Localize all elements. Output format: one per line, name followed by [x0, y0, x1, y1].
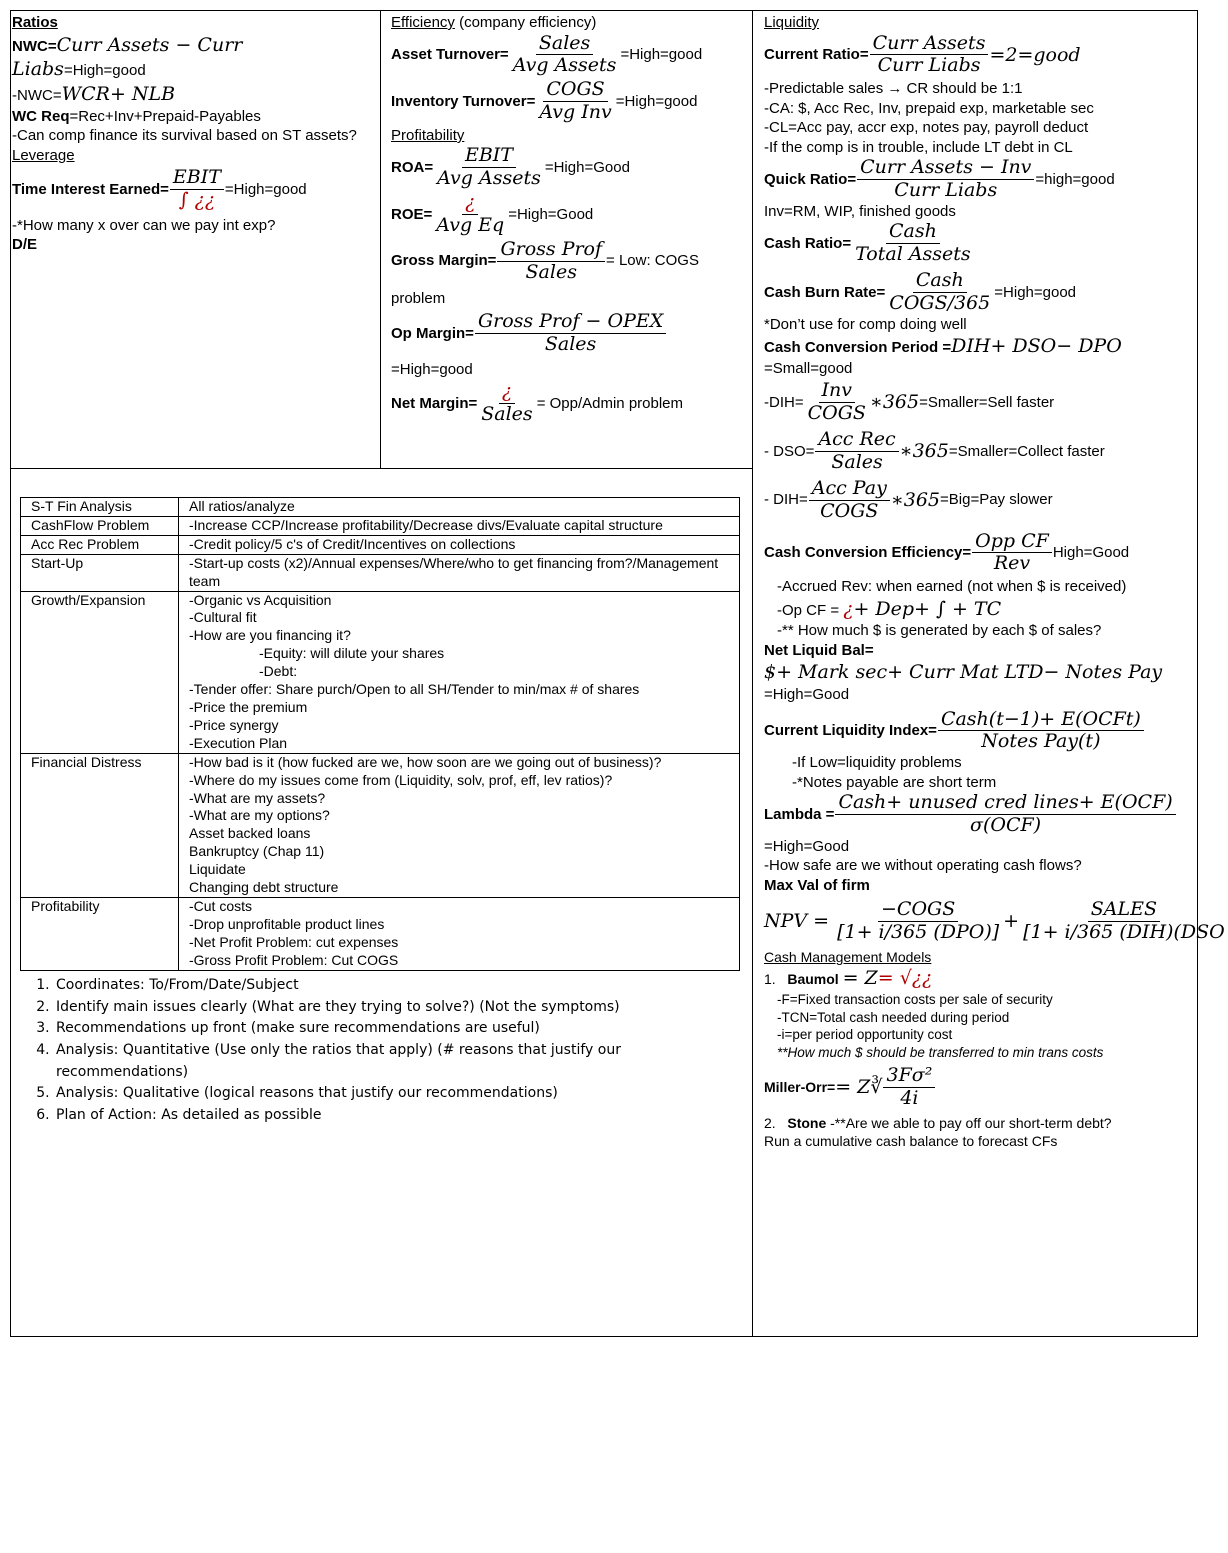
op-cf-label: -Op CF = — [777, 601, 844, 619]
miller-orr-z: = Z — [835, 1076, 871, 1099]
dih-times-365: ∗365 — [869, 391, 920, 414]
roe-denominator: Avg Eq — [436, 213, 505, 236]
roa-numerator: EBIT — [462, 145, 516, 168]
npv-fraction-1 — [834, 899, 1002, 944]
cash-burn-label: Cash Burn Rate= — [764, 283, 886, 301]
cmm-title: Cash Management Models — [764, 949, 932, 966]
net-margin-fraction — [478, 381, 535, 426]
roa-fraction — [434, 145, 544, 190]
list-item: 2. Identify main issues clearly (What are they trying to solve?) (Not the symptoms) — [54, 997, 754, 1019]
table-row — [21, 516, 740, 535]
dso-numerator: Acc Rec — [815, 429, 898, 452]
nwc-formula: Curr Assets − Curr Liabs — [12, 33, 243, 81]
roe-label: ROE= — [391, 205, 433, 223]
list-item: 4. Analysis: Quantitative (Use only the ratios that apply) (# reasons that justify our recommendations) — [54, 1040, 754, 1083]
dih-label: -DIH= — [764, 394, 804, 412]
net-margin-denominator: Sales — [481, 402, 533, 425]
stone-number: 2. — [764, 1114, 776, 1131]
table-cell-line: -What are my options? — [189, 807, 330, 824]
table-cell-line: Asset backed loans — [189, 825, 311, 842]
cash-burn-fraction — [886, 270, 993, 315]
miller-orr-numerator: 3Fσ² — [883, 1065, 935, 1088]
nwc-rest: =High=good — [63, 62, 146, 80]
lambda-note: -How safe are we without operating cash flows? — [764, 857, 1082, 875]
cash-ratio-denominator: Total Assets — [855, 243, 971, 266]
table-cell-actions — [179, 753, 740, 897]
quick-ratio-fraction — [857, 157, 1034, 202]
roa-label: ROA= — [391, 158, 434, 176]
asset-turnover-numerator: Sales — [536, 33, 593, 56]
quick-ratio-rest: =high=good — [1035, 170, 1115, 188]
table-row — [21, 554, 740, 591]
dpo-line — [764, 478, 1198, 523]
table-cell-actions — [179, 591, 740, 753]
column-divider-1 — [380, 10, 381, 468]
cli-line — [764, 709, 1198, 754]
lambda-label: Lambda = — [764, 805, 835, 823]
cce-note-3: -** How much $ is generated by each $ of sales? — [777, 622, 1102, 640]
table-cell-line: -What are my assets? — [189, 789, 326, 806]
cce-note-1: -Accrued Rev: when earned (not when $ is received) — [777, 578, 1127, 596]
list-item: 6. Plan of Action: As detailed as possible — [54, 1105, 754, 1127]
tie-note: -*How many x over can we pay int exp? — [12, 216, 276, 234]
table-cell-line: -Cut costs — [189, 897, 253, 914]
table-cell-actions — [179, 516, 740, 535]
current-ratio-fraction — [870, 33, 989, 78]
inventory-turnover-numerator: COGS — [543, 79, 607, 102]
table-row — [21, 535, 740, 554]
st-analysis-table — [20, 497, 740, 971]
ccp-label: Cash Conversion Period = — [764, 339, 952, 357]
ratios-title: Ratios — [12, 14, 58, 31]
cli-note-1: -If Low=liquidity problems — [792, 754, 962, 772]
op-cf-marker: ¿ — [843, 597, 854, 620]
cash-burn-rest: =High=good — [994, 283, 1077, 301]
baumol-formula: = Z — [842, 967, 878, 990]
op-margin-fraction — [475, 311, 666, 356]
dso-fraction — [815, 429, 898, 474]
roe-line — [391, 192, 751, 237]
table-cell-line: -Tender offer: Share purch/Open to all SH/Tender to min/max # of shares — [189, 681, 640, 698]
lambda-fraction — [835, 792, 1175, 837]
roe-fraction — [433, 192, 507, 237]
cr-note-2: -CA: $, Acc Rec, Inv, prepaid exp, marketable sec — [764, 99, 1094, 117]
stone-rest: -**Are we able to pay off our short-term debt? — [826, 1114, 1112, 1131]
inventory-turnover-rest: =High=good — [615, 92, 698, 110]
cash-ratio-fraction — [852, 221, 974, 266]
lambda-line — [764, 792, 1198, 837]
lambda-numerator: Cash+ unused cred lines+ E(OCF) — [835, 792, 1175, 815]
dih-rest: =Smaller=Sell faster — [919, 394, 1055, 412]
quick-ratio-numerator: Curr Assets − Inv — [857, 157, 1034, 180]
roa-line — [391, 145, 751, 190]
gross-margin-label: Gross Margin= — [391, 252, 497, 270]
npv-numerator-2: SALES — [1088, 899, 1160, 922]
cce-line — [764, 531, 1198, 576]
table-row — [21, 897, 740, 970]
dso-rest: =Smaller=Collect faster — [948, 442, 1105, 460]
net-margin-line — [391, 381, 751, 426]
op-margin-line — [391, 311, 751, 356]
cash-ratio-line — [764, 221, 1198, 266]
cash-burn-numerator: Cash — [913, 270, 967, 293]
miller-orr-line — [764, 1065, 1198, 1110]
table-row — [21, 591, 740, 753]
table-row — [21, 753, 740, 897]
current-ratio-label: Current Ratio= — [764, 46, 869, 64]
gross-margin-rest-2: problem — [391, 290, 446, 308]
miller-orr-fraction — [883, 1065, 935, 1110]
table-cell-topic: Acc Rec Problem — [21, 535, 179, 554]
cce-note-2 — [764, 597, 1198, 622]
table-cell-line: -Net Profit Problem: cut expenses — [189, 933, 399, 950]
table-cell-topic: S-T Fin Analysis — [21, 498, 179, 517]
cash-burn-line — [764, 270, 1198, 315]
npv-denominator-1: [1+ i/365 (DPO)] — [837, 921, 1000, 944]
gross-margin-numerator: Gross Prof — [497, 239, 605, 262]
column-divider-2 — [752, 10, 753, 1337]
lambda-rest: =High=Good — [764, 837, 850, 855]
ccp-line — [764, 334, 1198, 359]
miller-orr-label: Miller-Orr= — [764, 1079, 836, 1096]
table-cell-topic: Financial Distress — [21, 753, 179, 897]
table-cell-line: -Price synergy — [189, 716, 279, 733]
inventory-turnover-fraction — [536, 79, 614, 124]
efficiency-section — [391, 13, 751, 426]
wcreq-note: -Can comp finance its survival based on ST assets? — [12, 127, 357, 145]
cce-numerator: Opp CF — [972, 531, 1052, 554]
stone-label: Stone — [787, 1114, 827, 1131]
table-cell-line: -Gross Profit Problem: Cut COGS — [189, 951, 399, 968]
asset-turnover-label: Asset Turnover= — [391, 46, 509, 64]
current-ratio-rest: =2=good — [989, 43, 1081, 66]
table-cell-line: -Equity: will dilute your shares — [259, 645, 445, 662]
gross-margin-rest: = Low: COGS — [606, 252, 699, 270]
table-cell-actions — [179, 554, 740, 591]
cce-label: Cash Conversion Efficiency= — [764, 544, 972, 562]
cli-fraction — [938, 709, 1144, 754]
dso-label: - DSO= — [764, 442, 815, 460]
nlb-formula: $+ Mark sec+ Curr Mat LTD− Notes Pay — [764, 661, 1163, 684]
dso-times-365: ∗365 — [899, 440, 949, 463]
tie-fraction — [170, 167, 224, 212]
ccp-rest: =Small=good — [764, 359, 853, 377]
baumol-note-1: -F=Fixed transaction costs per sale of security — [777, 992, 1053, 1007]
table-cell-topic: Start-Up — [21, 554, 179, 591]
leverage-title: Leverage — [12, 146, 75, 164]
baumol-question: **How much $ should be transferred to min trans costs — [777, 1044, 1104, 1060]
baumol-line — [764, 966, 1198, 991]
wcreq-label: WC Req — [12, 107, 70, 125]
table-cell-line: -How bad is it (how fucked are we, how soon are we going out of business)? — [189, 753, 662, 770]
cce-rest: High=Good — [1052, 544, 1130, 562]
net-margin-rest: = Opp/Admin problem — [536, 394, 684, 412]
table-cell-line: -Organic vs Acquisition — [189, 591, 332, 608]
list-item: 1. Coordinates: To/From/Date/Subject — [54, 975, 754, 997]
nwc2-line — [12, 82, 378, 107]
npv-line — [764, 898, 1225, 944]
roa-rest: =High=Good — [544, 158, 630, 176]
stone-line — [764, 1114, 1198, 1132]
nwc2-label: -NWC= — [12, 86, 62, 104]
net-margin-numerator: ¿ — [499, 381, 515, 404]
table-cell-line: Changing debt structure — [189, 879, 339, 896]
dih-fraction — [805, 380, 869, 425]
npv-fraction-2 — [1020, 899, 1228, 944]
dih-line — [764, 380, 1198, 425]
table-row — [21, 498, 740, 517]
current-ratio-numerator: Curr Assets — [870, 33, 989, 56]
table-cell-line: -Start-up costs (x2)/Annual expenses/Where/who to get financing from?/Management team — [189, 554, 719, 589]
gross-margin-line — [391, 239, 751, 284]
table-cell-actions — [179, 535, 740, 554]
table-cell-line: -Cultural fit — [189, 609, 257, 626]
npv-lhs: NPV = — [764, 910, 830, 933]
dpo-label: - DIH= — [764, 491, 808, 509]
nlb-rest: =High=Good — [764, 686, 850, 704]
table-cell-line: -Where do my issues come from (Liquidity, solv, prof, eff, lev ratios)? — [189, 771, 613, 788]
efficiency-title: Efficiency — [391, 14, 455, 31]
de-label: D/E — [12, 236, 38, 254]
op-margin-label: Op Margin= — [391, 324, 474, 342]
efficiency-title-suffix: (company efficiency) — [454, 14, 597, 31]
baumol-note-2: -TCN=Total cash needed during period — [777, 1009, 1010, 1025]
dpo-times-365: ∗365 — [890, 488, 940, 511]
dih-numerator: Inv — [819, 380, 855, 403]
inventory-turnover-line — [391, 79, 751, 124]
dih-denominator: COGS — [807, 402, 866, 425]
baumol-label: Baumol — [787, 971, 839, 988]
profitability-title: Profitability — [391, 126, 465, 144]
inventory-turnover-denominator: Avg Inv — [539, 101, 612, 124]
current-ratio-denominator: Curr Liabs — [877, 54, 981, 77]
table-cell-line: All ratios/analyze — [189, 498, 295, 514]
table-cell-line: -Debt: — [259, 663, 298, 680]
table-cell-line: -Price the premium — [189, 698, 308, 715]
op-margin-rest: =High=good — [391, 360, 473, 378]
table-cell-line: -Credit policy/5 c's of Credit/Incentives on collections — [189, 535, 516, 552]
cr-note-1: -Predictable sales → CR should be 1:1 — [764, 80, 1023, 98]
cce-denominator: Rev — [993, 552, 1031, 575]
quick-ratio-note: Inv=RM, WIP, finished goods — [764, 202, 956, 220]
cr-note-3: -CL=Acc pay, accr exp, notes pay, payroll deduct — [764, 119, 1089, 137]
nlb-label: Net Liquid Bal= — [764, 641, 874, 659]
asset-turnover-line — [391, 33, 751, 78]
op-margin-numerator: Gross Prof − OPEX — [475, 311, 666, 334]
table-cell-topic: Profitability — [21, 897, 179, 970]
nwc2-formula: WCR+ NLB — [61, 82, 176, 105]
cash-burn-denominator: COGS/365 — [889, 291, 991, 314]
dso-line — [764, 429, 1198, 474]
quick-ratio-line — [764, 157, 1198, 202]
dpo-numerator: Acc Pay — [809, 478, 890, 501]
gross-margin-fraction — [497, 239, 605, 284]
table-cell-topic: CashFlow Problem — [21, 516, 179, 535]
dso-denominator: Sales — [831, 450, 883, 473]
cce-fraction — [972, 531, 1052, 576]
ratios-section — [12, 13, 378, 255]
dpo-rest: =Big=Pay slower — [940, 491, 1053, 509]
op-cf-formula: + Dep+ ∫ + TC — [853, 597, 1002, 620]
current-ratio-line — [764, 33, 1198, 78]
npv-numerator-1: −COGS — [878, 899, 958, 922]
tie-rest: =High=good — [224, 180, 307, 198]
cli-label: Current Liquidity Index= — [764, 722, 937, 740]
asset-turnover-fraction — [510, 33, 620, 78]
table-cell-line: -Increase CCP/Increase profitability/Decrease divs/Evaluate capital structure — [189, 516, 663, 533]
cli-numerator: Cash(t−1)+ E(OCFt) — [938, 709, 1144, 732]
inventory-turnover-label: Inventory Turnover= — [391, 92, 536, 110]
cash-ratio-label: Cash Ratio= — [764, 234, 852, 252]
cr-note-4: -If the comp is in trouble, include LT debt in CL — [764, 138, 1073, 156]
list-item: 5. Analysis: Qualitative (logical reasons that justify our recommendations) — [54, 1083, 754, 1105]
cli-note-2: -*Notes payable are short term — [792, 773, 997, 791]
baumol-note-3: -i=per period opportunity cost — [777, 1027, 953, 1043]
net-margin-label: Net Margin= — [391, 394, 478, 412]
table-cell-line: Bankruptcy (Chap 11) — [189, 843, 325, 860]
roe-rest: =High=Good — [508, 205, 594, 223]
op-margin-denominator: Sales — [544, 332, 597, 355]
npv-plus: + — [1003, 910, 1020, 933]
cash-burn-note: *Don’t use for comp doing well — [764, 315, 967, 333]
cash-ratio-numerator: Cash — [886, 221, 940, 244]
table-cell-topic: Growth/Expansion — [21, 591, 179, 753]
tie-label: Time Interest Earned= — [12, 180, 169, 198]
section-divider — [10, 468, 752, 469]
ccp-formula: DIH+ DSO− DPO — [951, 335, 1122, 358]
gross-margin-denominator: Sales — [525, 260, 577, 283]
nwc-line — [12, 33, 378, 82]
nwc-label: NWC= — [12, 37, 57, 55]
asset-turnover-denominator: Avg Assets — [512, 54, 617, 77]
liquidity-title: Liquidity — [764, 14, 820, 31]
dpo-fraction — [809, 478, 890, 523]
table-cell-actions — [179, 498, 740, 517]
tie-denominator: ∫ ¿¿ — [178, 188, 216, 211]
roa-denominator: Avg Assets — [437, 167, 541, 190]
wcreq-rest: =Rec+Inv+Prepaid-Payables — [69, 107, 261, 125]
list-item: 3. Recommendations up front (make sure recommendations are useful) — [54, 1018, 754, 1040]
baumol-number: 1. — [764, 971, 776, 988]
table-cell-line: Liquidate — [189, 861, 246, 878]
baumol-rhs: = √¿¿ — [877, 967, 933, 990]
max-val-label: Max Val of firm — [764, 876, 870, 894]
cli-denominator: Notes Pay(t) — [981, 730, 1101, 753]
asset-turnover-rest: =High=good — [620, 46, 703, 64]
roe-numerator: ¿ — [462, 192, 478, 215]
memo-steps-list — [22, 975, 754, 1127]
liquidity-section — [764, 13, 1225, 1150]
tie-line — [12, 167, 378, 212]
lambda-denominator: σ(OCF) — [970, 814, 1042, 837]
miller-orr-denominator: 4i — [900, 1087, 919, 1110]
cube-root-icon: ∛ — [870, 1076, 883, 1099]
table-cell-line: -Execution Plan — [189, 734, 288, 751]
quick-ratio-label: Quick Ratio= — [764, 170, 857, 188]
quick-ratio-denominator: Curr Liabs — [894, 179, 998, 202]
tie-numerator: EBIT — [170, 167, 224, 190]
stone-note: Run a cumulative cash balance to forecast CFs — [764, 1133, 1058, 1150]
table-cell-actions — [179, 897, 740, 970]
efficiency-title-line — [391, 13, 751, 33]
wcreq-line — [12, 107, 378, 127]
npv-denominator-2: [1+ i/365 (DIH)(DSO — [1023, 921, 1225, 944]
dpo-denominator: COGS — [820, 499, 879, 522]
table-cell-line: -How are you financing it? — [189, 627, 351, 644]
table-cell-line: -Drop unprofitable product lines — [189, 915, 385, 932]
